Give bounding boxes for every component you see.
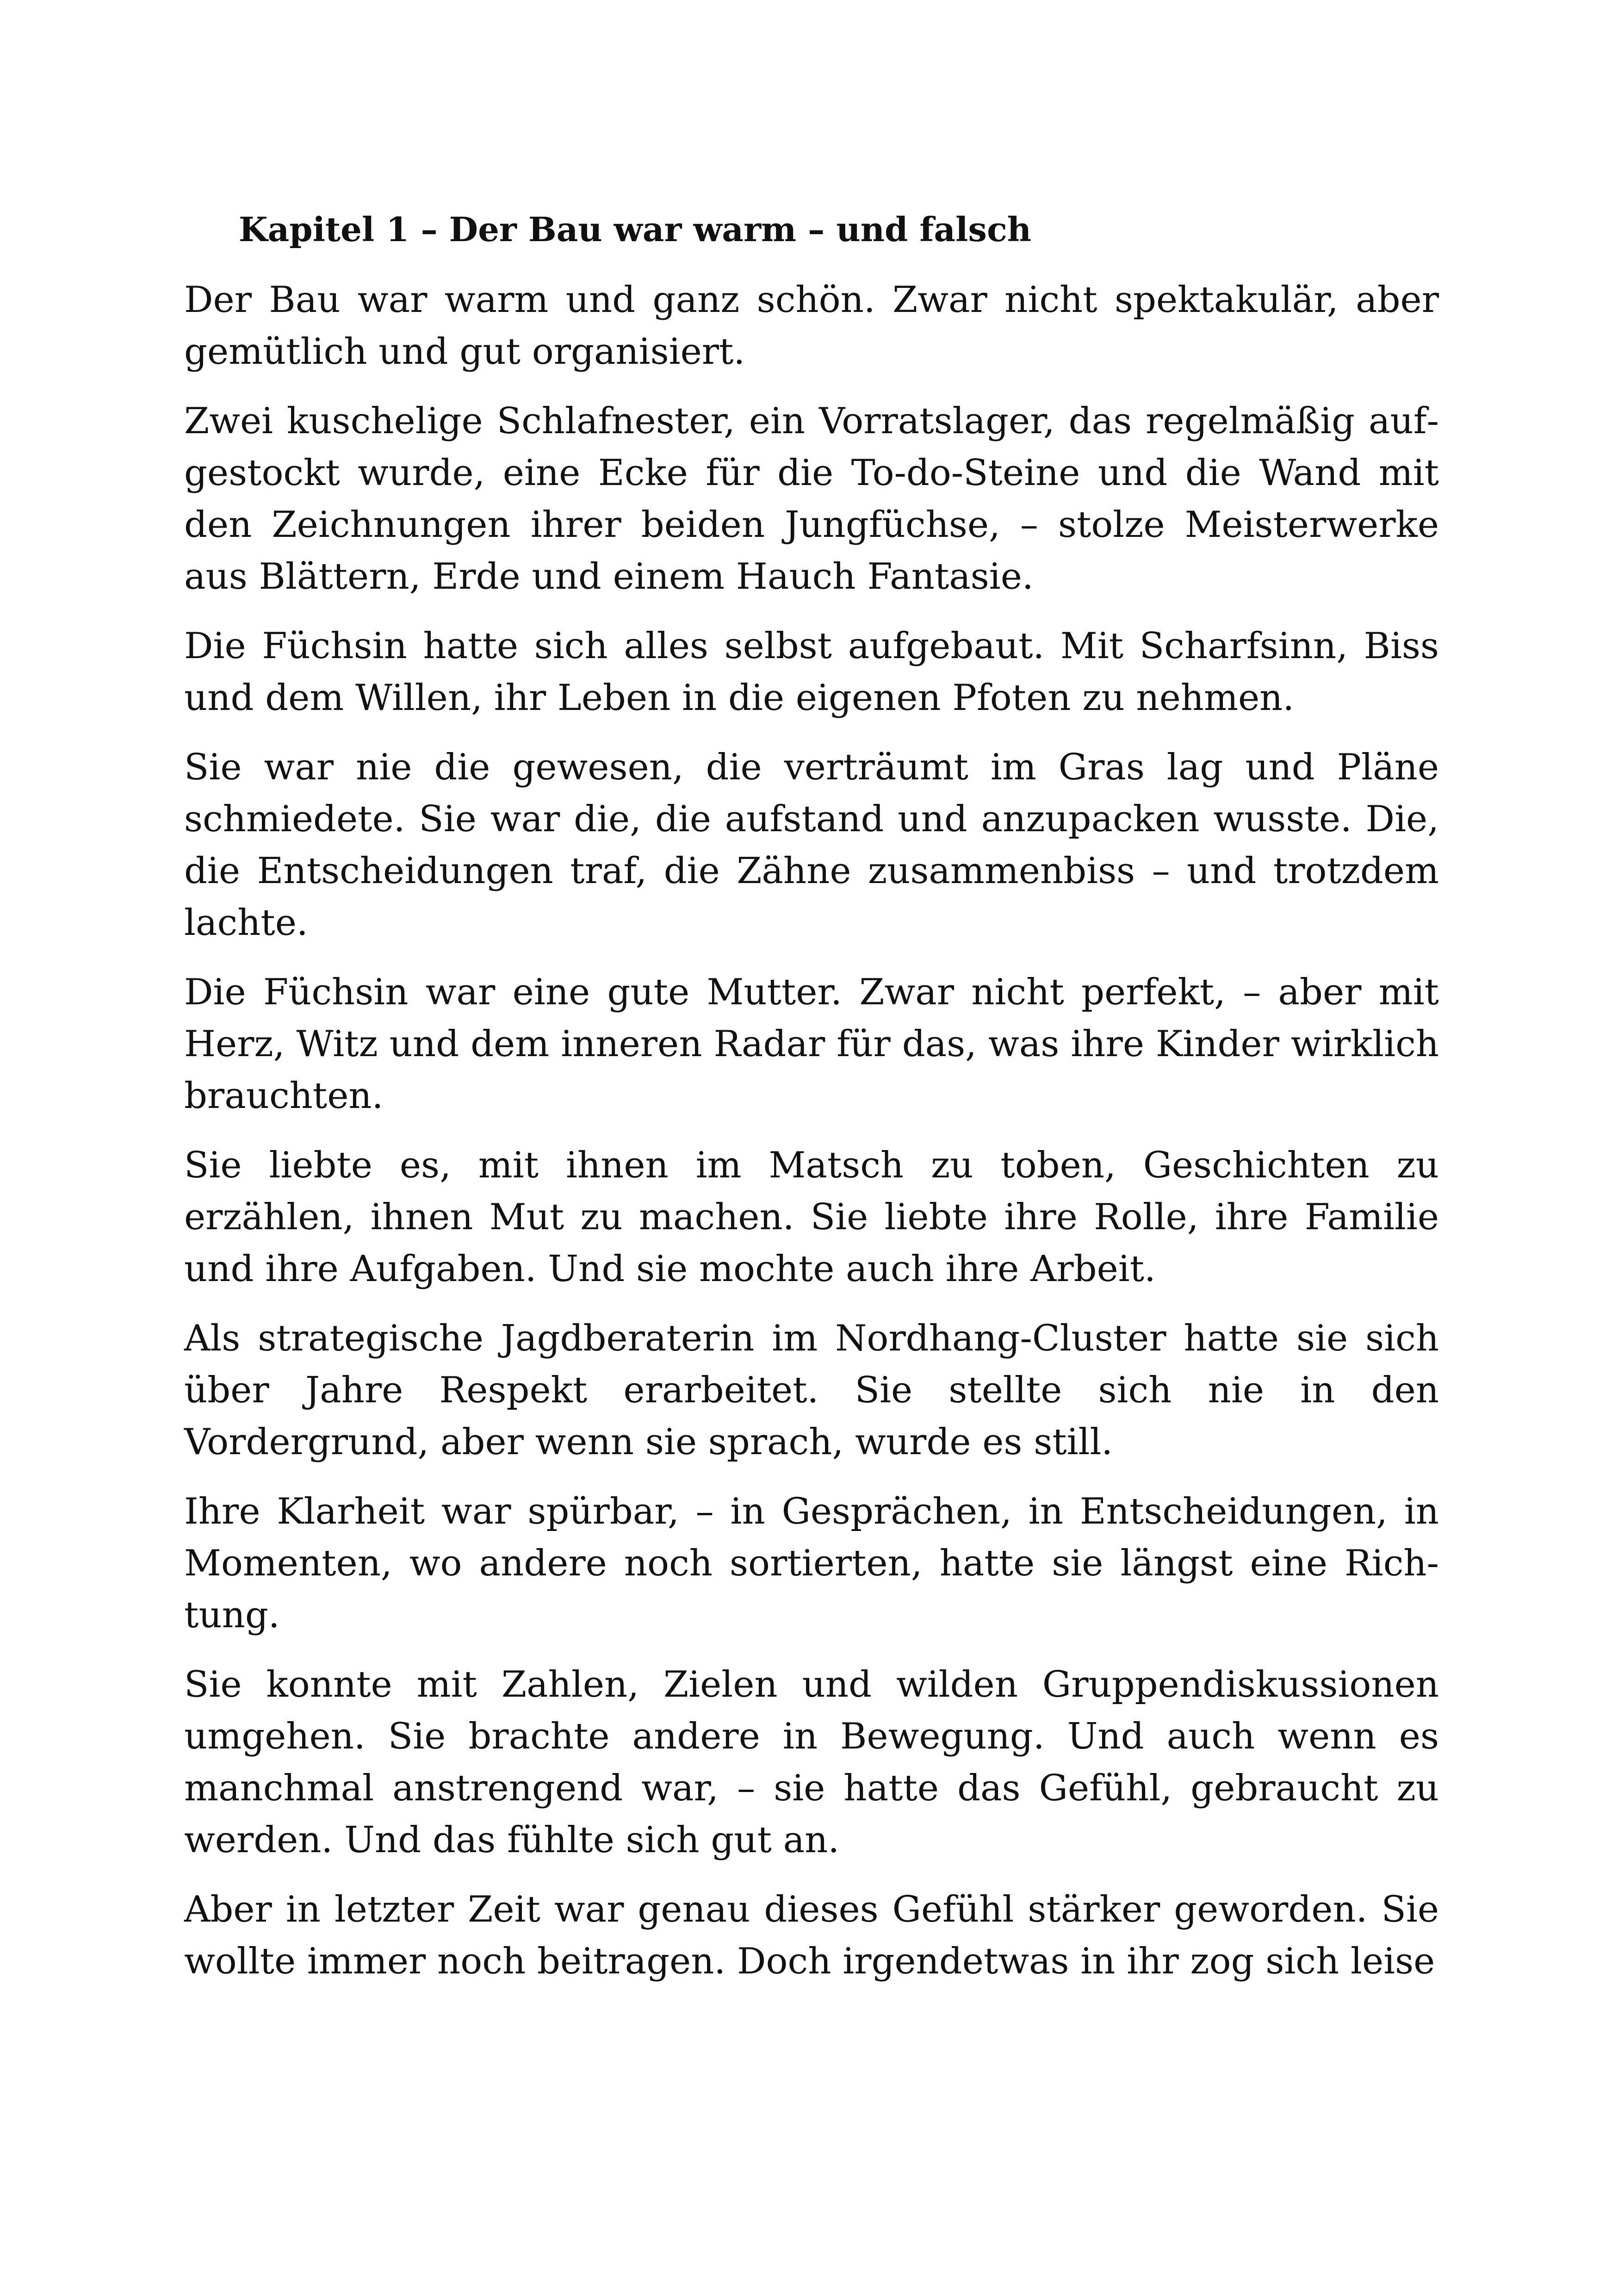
paragraph: Sie war nie die gewesen, die verträumt im Gras lag und Pläne schmiedete. Sie war die, die aufstand und anzupacken wusste. Die, die Entscheidungen traf, die Zähne zusammenbiss – und trotzdem lachte. — [184, 747, 1439, 944]
paragraph: Die Füchsin war eine gute Mutter. Zwar nicht perfekt, – aber mit Herz, Witz und dem inneren Radar für das, was ihre Kinder wirklich brauchten. — [184, 971, 1439, 1117]
paragraph: Zwei kuschelige Schlafnester, ein Vorratslager, das regelmäßig aufgestockt wurde, eine Ecke für die To-do-Steine und die Wand mit den Zeichnungen ihrer beiden Jungfüchse, – stolze Meisterwerke aus Blättern, Erde und einem Hauch Fantasie. — [184, 400, 1439, 597]
chapter-title: Kapitel 1 – Der Bau war warm – und falsch — [239, 210, 1032, 249]
paragraph: Sie konnte mit Zahlen, Zielen und wilden Gruppendiskussionen umgehen. Sie brachte andere in Bewegung. Und auch wenn es manchmal anstrengend war, – sie hatte das Gefühl, gebraucht zu werden. Und das fühlte sich gut an. — [184, 1664, 1439, 1861]
paragraph: Der Bau war warm und ganz schön. Zwar nicht spektakulär, aber gemütlich und gut organisiert. — [184, 279, 1439, 373]
paragraph: Sie liebte es, mit ihnen im Matsch zu toben, Geschichten zu erzählen, ihnen Mut zu machen. Sie liebte ihre Rolle, ihre Familie und ihre Aufgaben. Und sie mochte auch ihre Arbeit. — [184, 1145, 1439, 1290]
paragraph: Ihre Klarheit war spürbar, – in Gesprächen, in Entscheidungen, in Momenten, wo andere noch sortierten, hatte sie längst eine Richtung. — [184, 1491, 1439, 1636]
paragraph: Aber in letzter Zeit war genau dieses Gefühl stärker geworden. Sie wollte immer noch beitragen. Doch irgendetwas in ihr zog sich leise — [184, 1889, 1439, 1982]
page-content — [184, 204, 1439, 1987]
paragraph: Die Füchsin hatte sich alles selbst aufgebaut. Mit Scharfsinn, Biss und dem Willen, ihr Leben in die eigenen Pfoten zu nehmen. — [184, 625, 1439, 719]
paragraph: Als strategische Jagdberaterin im Nordhang-Cluster hatte sie sich über Jahre Respekt erarbeitet. Sie stellte sich nie in den Vordergrund, aber wenn sie sprach, wurde es still. — [184, 1318, 1439, 1463]
